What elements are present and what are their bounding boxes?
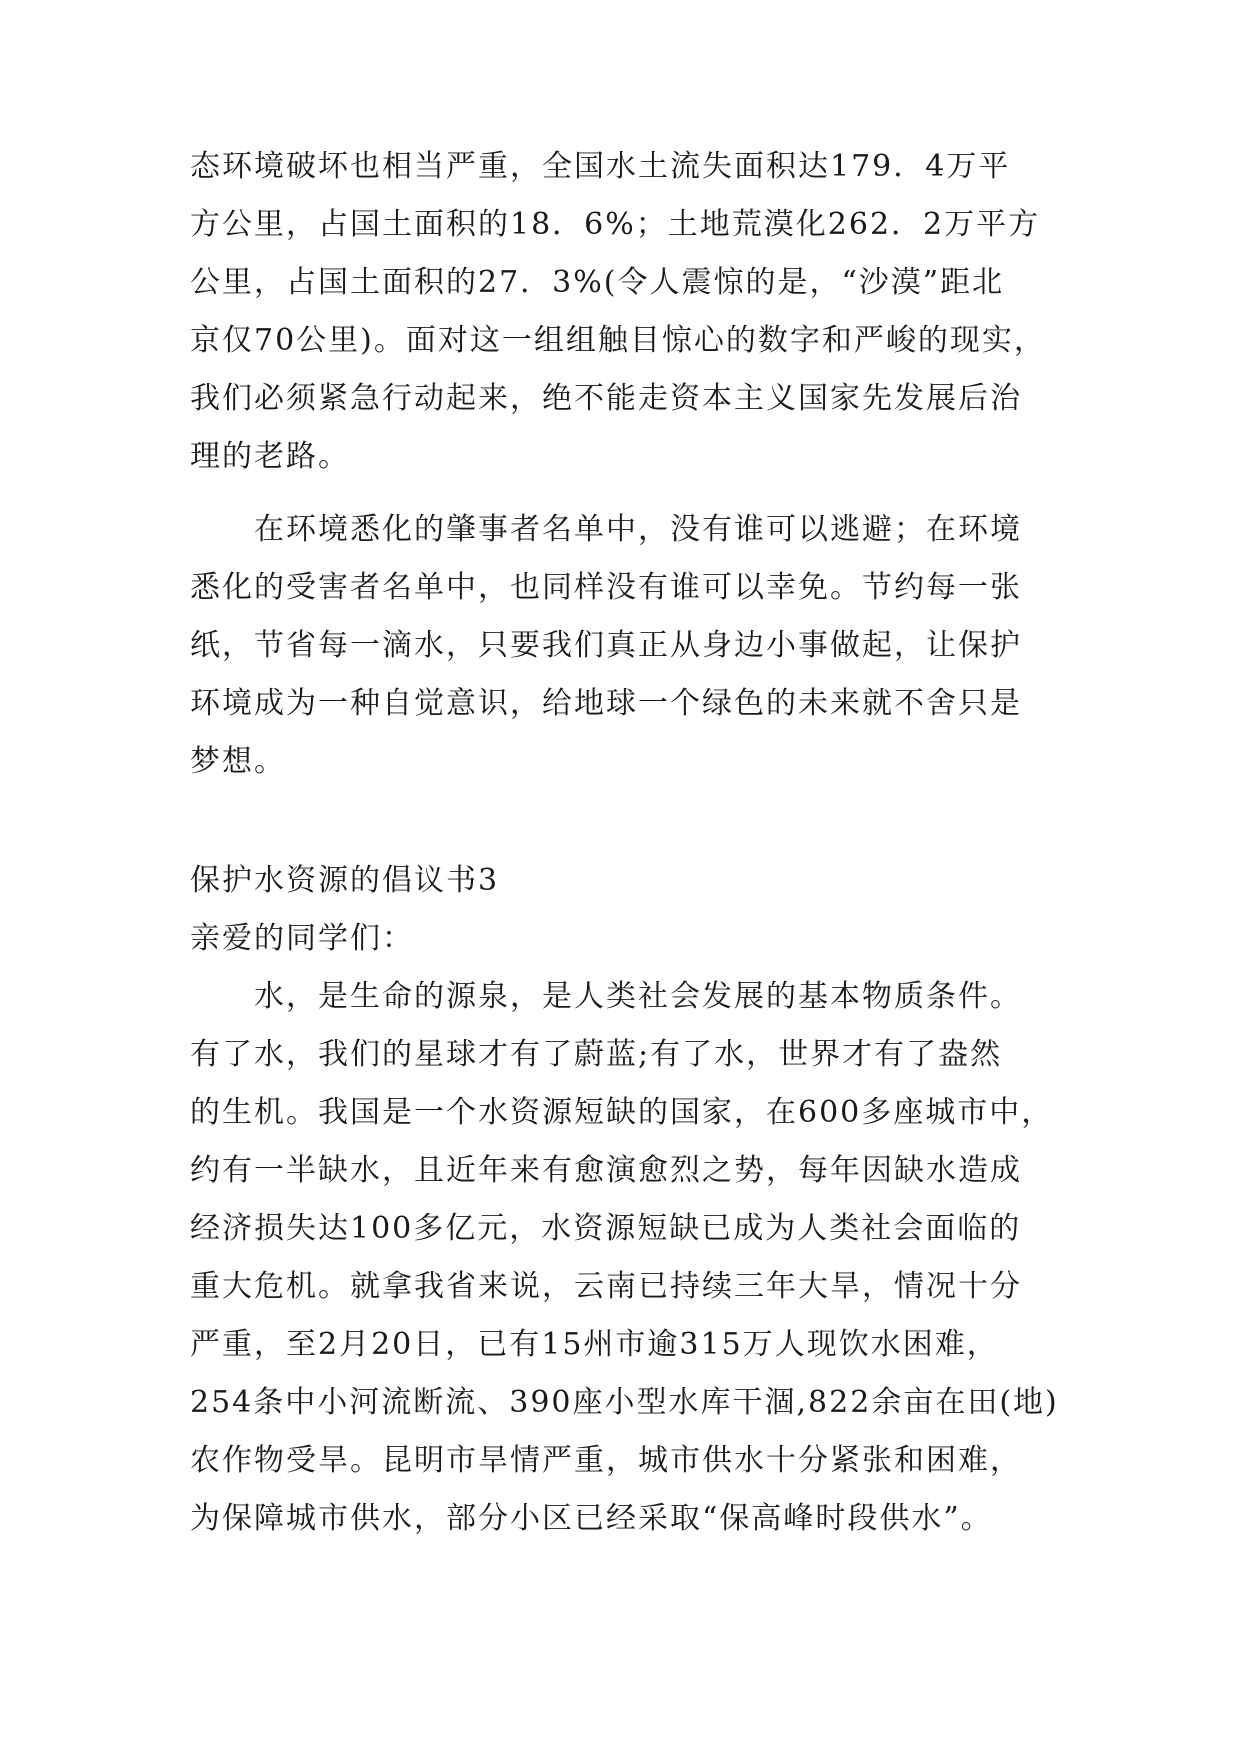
paragraph-line: 在环境悉化的肇事者名单中，没有谁可以逃避；在环境 <box>190 512 1022 547</box>
paragraph-line: 理的老路。 <box>190 439 350 474</box>
paragraph-line: 悉化的受害者名单中，也同样没有谁可以幸免。节约每一张 <box>190 570 1022 605</box>
paragraph-line: 纸，节省每一滴水，只要我们真正从身边小事做起，让保护 <box>190 628 1022 663</box>
section-title: 保护水资源的倡议书3 <box>190 863 500 898</box>
paragraph-line: 为保障城市供水，部分小区已经采取“保高峰时段供水”。 <box>190 1501 993 1536</box>
paragraph-line: 公里，占国土面积的27．3%(令人震惊的是，“沙漠”距北 <box>190 265 1005 300</box>
paragraph-line: 水，是生命的源泉，是人类社会发展的基本物质条件。 <box>190 979 1022 1014</box>
paragraph-line: 方公里，占国土面积的18．6%；土地荒漠化262．2万平方 <box>190 207 1041 242</box>
paragraph-line: 严重，至2月20日，已有15州市逾315万人现饮水困难， <box>190 1327 999 1362</box>
paragraph-line: 农作物受旱。昆明市旱情严重，城市供水十分紧张和困难， <box>190 1443 1022 1478</box>
salutation: 亲爱的同学们： <box>190 921 414 956</box>
paragraph-line: 京仅70公里)。面对这一组组触目惊心的数字和严峻的现实， <box>190 323 1046 358</box>
paragraph-line: 约有一半缺水，且近年来有愈演愈烈之势，每年因缺水造成 <box>190 1153 1022 1188</box>
paragraph-environment-damage <box>190 138 1050 486</box>
paragraph-line: 环境成为一种自觉意识，给地球一个绿色的未来就不舍只是 <box>190 686 1022 721</box>
paragraph-line: 经济损失达100多亿元，水资源短缺已成为人类社会面临的 <box>190 1211 1022 1246</box>
paragraph-line: 的生机。我国是一个水资源短缺的国家，在600多座城市中， <box>190 1095 1054 1130</box>
paragraph-line: 我们必须紧急行动起来，绝不能走资本主义国家先发展后治 <box>190 381 1022 416</box>
paragraph-line: 254条中小河流断流、390座小型水库干涸,822余亩在田(地) <box>190 1385 1059 1420</box>
paragraph-line: 态环境破坏也相当严重，全国水土流失面积达179．4万平 <box>190 149 1011 184</box>
paragraph-line: 有了水，我们的星球才有了蔚蓝;有了水，世界才有了盎然 <box>190 1037 1003 1072</box>
paragraph-line: 重大危机。就拿我省来说，云南已持续三年大旱，情况十分 <box>190 1269 1022 1304</box>
paragraph-line: 梦想。 <box>190 744 286 779</box>
paragraph-responsibility <box>190 501 1050 791</box>
paragraph-water-crisis <box>190 968 1059 1548</box>
